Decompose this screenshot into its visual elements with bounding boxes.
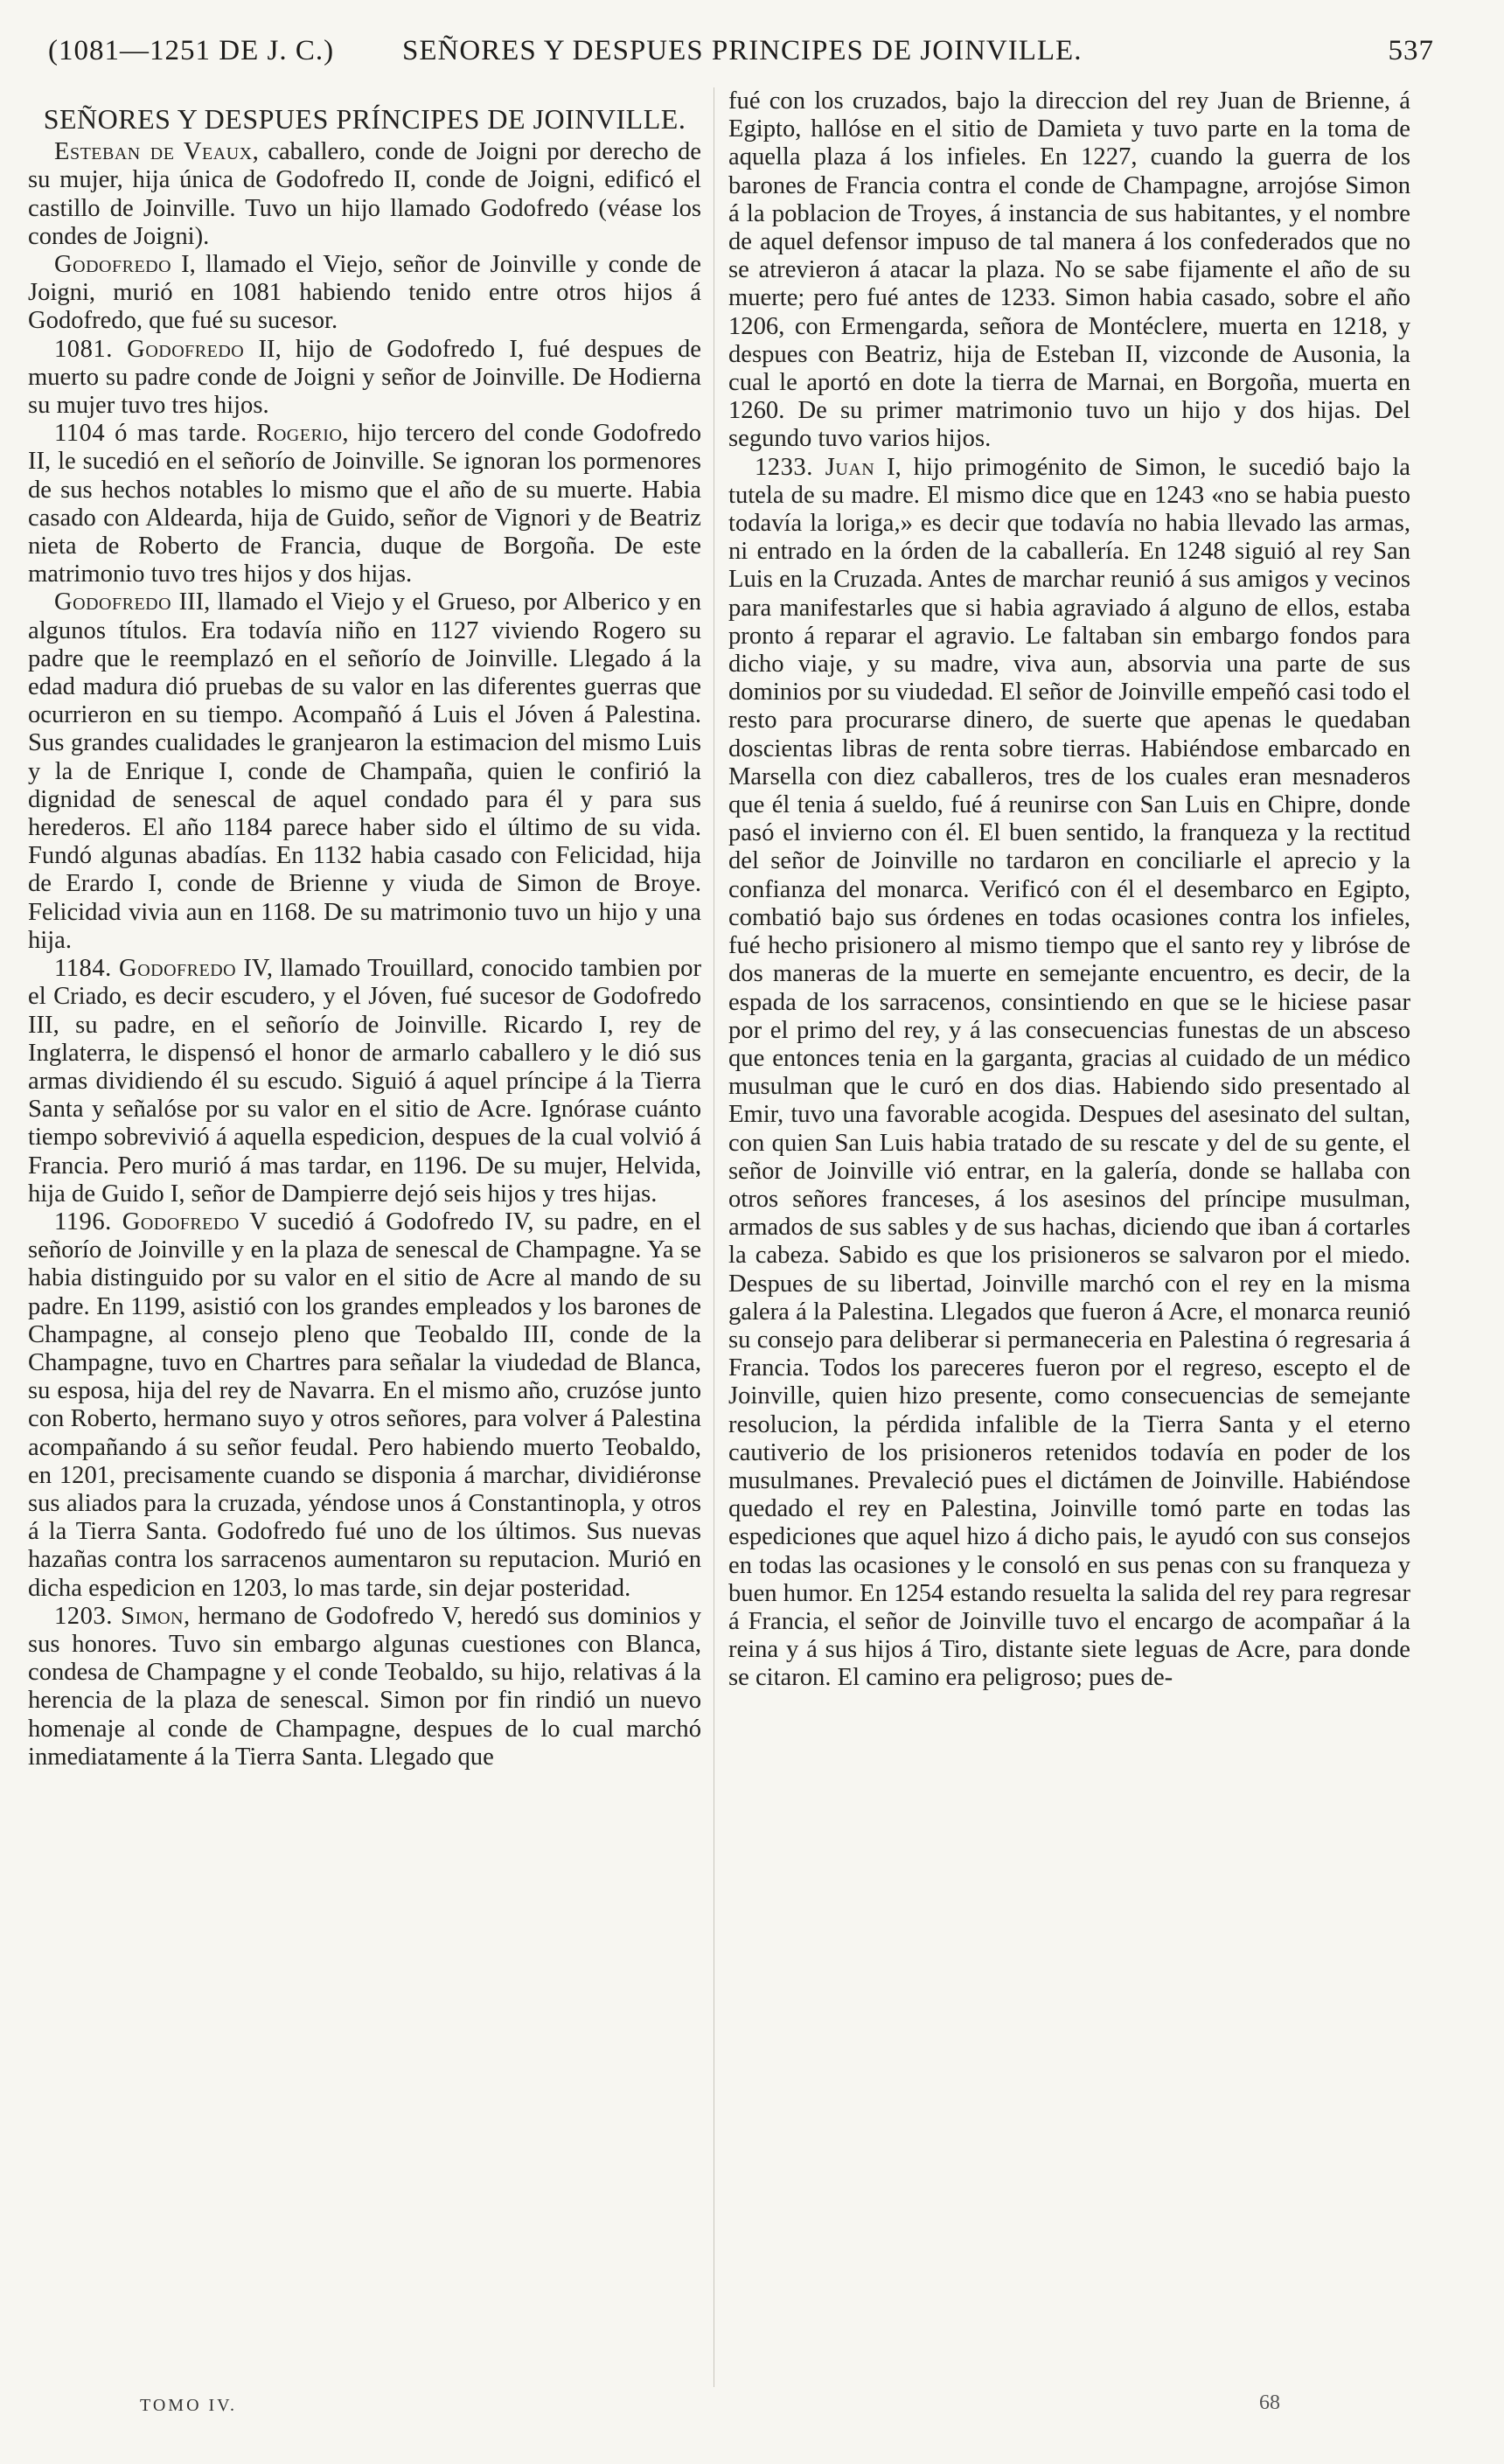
- entry-text: IV, llamado Trouillard, conocido tambien por el Criado, es decir escudero, y el Jóven, fué sucesor de Godofredo III, su padre, en el señorío de Joinville. Ricardo I, rey de Inglaterra, le dispensó el honor de armarlo caballero y le dió sus armas dividiendo él su escudo. Siguió á aquel príncipe á la Tierra Santa y señalóse por su valor en el sitio de Acre. Ignórase cuánto tiempo sobrevivió á aquella espedicion, despues de la cual volvió á Francia. Pero murió á mas tardar, en 1196. De su mujer, Helvida, hija de Guido I, señor de Dampierre dejó seis hijos y tres hijas.: [28, 955, 701, 1208]
- paragraph: [28, 251, 701, 336]
- paragraph: [28, 336, 701, 421]
- left-column: [28, 87, 701, 1771]
- right-column: [728, 87, 1410, 1693]
- entry-year: 1196.: [54, 1208, 112, 1235]
- paragraph: [28, 1603, 701, 1771]
- entry-name: Godofredo: [54, 588, 172, 616]
- entry-text: II, hijo de Godofredo I, fué despues de muerto su padre conde de Joigni y señor de Joinville. De Hodierna su mujer tuvo tres hijos.: [28, 335, 701, 420]
- header-date-range: (1081—1251 DE J. C.): [48, 35, 335, 66]
- entry-name: Godofredo: [119, 955, 237, 983]
- paragraph: [28, 1208, 701, 1603]
- paragraph: [28, 138, 701, 251]
- page-header: [48, 35, 1434, 79]
- entry-name: Esteban de Veaux: [54, 138, 253, 166]
- entry-text: , hermano de Godofredo V, heredó sus dominios y sus honores. Tuvo sin embargo algunas cuestiones con Blanca, condesa de Champagne y el conde Teobaldo, su hijo, relativas á la herencia de la plaza de senescal. Simon por fin rindió un nuevo homenaje al conde de Champagne, despues de lo cual marchó inmediatamente á la Tierra Santa. Llegado que: [28, 1602, 701, 1771]
- page-number: 537: [1388, 35, 1434, 66]
- entry-name: Rogerio: [256, 420, 343, 448]
- entry-year: 1081.: [54, 335, 113, 363]
- entry-year: 1203.: [54, 1602, 113, 1630]
- entry-name: Godofredo: [54, 251, 172, 279]
- section-title: SEÑORES Y DESPUES PRÍNCIPES DE JOINVILLE.: [43, 103, 686, 135]
- right-paragraphs: [728, 87, 1410, 1693]
- entry-year: 1233.: [755, 453, 813, 481]
- entry-text: fué con los cruzados, bajo la direccion del rey Juan de Brienne, á Egipto, hallóse en el sitio de Damieta y tuvo parte en la toma de aquella plaza á los infieles. En 1227, cuando la guerra de los barones de Francia contra el conde de Champagne, arrojóse Simon á la poblacion de Troyes, á instancia de sus habitantes, y el nombre de aquel defensor impuso de tal manera á los confederados que no se atrevieron á atacar la plaza. No se sabe fijamente el año de su muerte; pero fué antes de 1233. Simon habia casado, sobre el año 1206, con Ermengarda, señora de Montéclere, muerta en 1218, y despues con Beatriz, hija de Esteban II, vizconde de Ausonia, la cual le aportó en dote la tierra de Marnai, en Borgoña, muerta en 1260. De su primer matrimonio tuvo un hijo y dos hijas. Del segundo tuvo varios hijos.: [728, 87, 1410, 453]
- paragraph: [728, 454, 1410, 1693]
- entry-text: , caballero, conde de Joigni por derecho de su mujer, hija única de Godofredo II, conde de Joigni, edificó el castillo de Joinville. Tuvo un hijo llamado Godofredo (véase los condes de Joigni).: [28, 138, 701, 250]
- entry-text: III, llamado el Viejo y el Grueso, por Alberico y en algunos títulos. Era todavía niño en 1127 viviendo Rogero su padre que le reemplazó en el señorío de Joinville. Llegado á la edad madura dió pruebas de su valor en las diferentes guerras que ocurrieron en su tiempo. Acompañó á Luis el Jóven á Palestina. Sus grandes cualidades le granjearon la estimacion del mismo Luis y la de Enrique I, conde de Champaña, quien le confirió la dignidad de senescal de aquel condado para él y para sus herederos. El año 1184 parece haber sido el último de su vida. Fundó algunas abadías. En 1132 habia casado con Felicidad, hija de Erardo I, conde de Brienne y viuda de Simon de Broye. Felicidad vivia aun en 1168. De su matrimonio tuvo un hijo y una hija.: [28, 588, 701, 954]
- entry-year: 1184.: [54, 955, 112, 983]
- entry-name: Godofredo: [127, 335, 245, 363]
- entry-year: 1104 ó mas tarde.: [54, 420, 247, 448]
- entry-text: , hijo tercero del conde Godofredo II, le sucedió en el señorío de Joinville. Se ignoran los pormenores de sus hechos notables lo mismo que el año de su muerte. Habia casado con Aldearda, hija de Guido, señor de Vignori y de Beatriz nieta de Roberto de Francia, duque de Borgoña. De este matrimonio tuvo tres hijos y dos hijas.: [28, 420, 701, 588]
- paragraph: [28, 420, 701, 588]
- volume-label: TOMO IV.: [140, 2396, 238, 2415]
- entry-name: Simon: [121, 1602, 184, 1630]
- paragraph: [728, 87, 1410, 454]
- entry-name: Godofredo: [122, 1208, 240, 1235]
- left-paragraphs: [28, 138, 701, 1771]
- entry-text: I, llamado el Viejo, señor de Joinville y conde de Joigni, murió en 1081 habiendo tenido entre otros hijos á Godofredo, que fué su sucesor.: [28, 251, 701, 335]
- entry-text: I, hijo primogénito de Simon, le sucedió bajo la tutela de su madre. El mismo dice que en 1243 «no se habia puesto todavía la loriga,» es decir que todavía no habia llevado las armas, ni entrado en la órden de la caballería. En 1248 siguió al rey San Luis en la Cruzada. Antes de marchar reunió á sus amigos y vecinos para manifestarles que si habia agraviado á alguno de ellos, estaba pronto á reparar el agravio. Le faltaban sin embargo fondos para dicho viaje, y su madre, viva aun, absorvia una parte de sus dominios por su viudedad. El señor de Joinville empeñó casi todo el resto para procurarse dinero, de suerte que apenas le quedaban doscientas libras de renta sobre tierras. Habiéndose embarcado en Marsella con diez caballeros, tres de los cuales eran mesnaderos que él tenia á sueldo, fué á reunirse con San Luis en Chipre, donde pasó el invierno con él. El buen sentido, la franqueza y la rectitud del señor de Joinville no tardaron en conciliarle el aprecio y la confianza del monarca. Verificó con él el desembarco en Egipto, combatió bajo sus órdenes en todas ocasiones contra los infieles, fué hecho prisionero al mismo tiempo que el santo rey y libróse de dos maneras de la muerte en semejante encuentro, es decir, de la espada de los sarracenos, consintiendo en que se le hiciese pasar por el primo del rey, y á las consecuencias funestas de un absceso que entonces tenia en la garganta, gracias al cuidado de un médico musulman que le curó en dos dias. Habiendo sido presentado al Emir, tuvo una favorable acogida. Despues del asesinato del sultan, con quien San Luis habia tratado de su rescate y del de su gente, el señor de Joinville vió entrar, en la galería, donde se hallaba con otros señores franceses, á los asesinos del príncipe musulman, armados de sus sables y de sus hachas, diciendo que iban á cortarles la cabeza. Sabido es que los prisioneros se salvaron por el miedo. Despues de su libertad, Joinville marchó con el rey en la misma galera á la Palestina. Llegados que fueron á Acre, el monarca reunió su consejo para deliberar si permaneceria en Palestina ó regresaria á Francia. Todos los pareceres fueron por el regreso, escepto el de Joinville, quien hizo presente, como consecuencias de semejante resolucion, la pérdida infalible de la Tierra Santa y el eterno cautiverio de los prisioneros retenidos todavía en poder de los musulmanes. Prevaleció pues el dictámen de Joinville. Habiéndose quedado el rey en Palestina, Joinville tomó parte en todas las espediciones que aquel hizo á dicho pais, le ayudó con sus consejos en todas las ocasiones y le consoló en sus penas con su franqueza y buen humor. En 1254 estando resuelta la salida del rey para regresar á Francia, el señor de Joinville tuvo el encargo de acompañar á la reina y á sus hijos á Tiro, distante siete leguas de Acre, para donde se citaron. El camino era peligroso; pues de-: [728, 453, 1410, 1692]
- paragraph: [28, 955, 701, 1208]
- entry-text: V sucedió á Godofredo IV, su padre, en el señorío de Joinville y en la plaza de senescal de Champagne. Ya se habia distinguido por su valor en el sitio de Acre al mando de su padre. En 1199, asistió con los grandes empleados y los barones de Champagne, al consejo pleno que Teobaldo III, conde de la Champagne, tuvo en Chartres para señalar la viudedad de Blanca, su esposa, hija del rey de Navarra. En el mismo año, cruzóse junto con Roberto, hermano suyo y otros señores, para volver á Palestina acompañando á su señor feudal. Pero habiendo muerto Teobaldo, en 1201, precisamente cuando se disponia á marchar, dividiéronse sus aliados para la cruzada, yéndose unos á Constantinopla, y otros á la Tierra Santa. Godofredo fué uno de los últimos. Sus nuevas hazañas contra los sarracenos aumentaron su reputacion. Murió en dicha espedicion en 1203, lo mas tarde, sin dejar posteridad.: [28, 1208, 701, 1602]
- entry-name: Juan: [825, 453, 875, 481]
- signature-mark: 68: [1259, 2391, 1280, 2414]
- paragraph: [28, 588, 701, 955]
- header-running-title: SEÑORES Y DESPUES PRINCIPES DE JOINVILLE.: [402, 35, 1083, 66]
